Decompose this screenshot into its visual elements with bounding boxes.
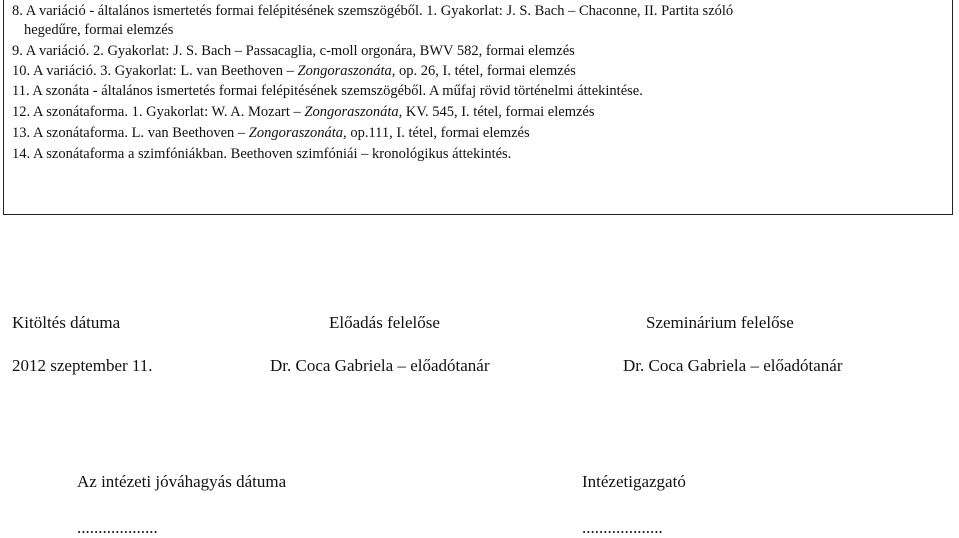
date-label: Kitöltés dátuma [12,313,121,332]
syllabus-line-8: 8. A variáció - általános ismertetés formai felépitésének szemszögéből. 1. Gyakorlat: J. S. Bach – Chaconne, II. Partita szóló [12,3,734,19]
line-12-work: Zongoraszonáta, [304,104,403,120]
syllabus-box [3,0,953,215]
line-10-work: Zongoraszonáta, [297,63,396,79]
director-blank: ................... [582,518,663,537]
syllabus-line-8-cont: hegedűre, formai elemzés [24,22,174,38]
syllabus-line-11: 11. A szonáta - általános ismertetés formai felépitésének szemszögéből. A műfaj rövid történelmi áttekintése. [12,83,643,99]
syllabus-line-9: 9. A variáció. 2. Gyakorlat: J. S. Bach – Passacaglia, c-moll orgonára, BWV 582, formai elemzés [12,43,575,59]
syllabus-line-14: 14. A szonátaforma a szimfóniákban. Beethoven szimfóniái – kronológikus áttekintés. [12,146,512,162]
date-value: 2012 szeptember 11. [12,356,153,375]
line-12-text: 12. A szonátaforma. 1. Gyakorlat: W. A. Mozart – [12,104,301,120]
approval-date-label: Az intézeti jóváhagyás dátuma [77,472,287,491]
line-10-detail: op. 26, I. tétel, formai elemzés [399,63,576,79]
seminar-label: Szeminárium felelőse [646,313,794,332]
seminar-value: Dr. Coca Gabriela – előadótanár [623,356,843,375]
lecturer-label: Előadás felelőse [329,313,440,332]
lecturer-value: Dr. Coca Gabriela – előadótanár [270,356,490,375]
line-10-text: 10. A variáció. 3. Gyakorlat: L. van Beethoven – [12,63,294,79]
line-12-detail: KV. 545, I. tétel, formai elemzés [405,104,595,120]
line-13-work: Zongoraszonáta, [248,125,347,141]
syllabus-line-10 [12,62,576,80]
director-label: Intézetigazgató [582,472,686,491]
syllabus-line-13 [12,124,530,142]
line-13-text: 13. A szonátaforma. L. van Beethoven – [12,125,246,141]
syllabus-line-12 [12,103,594,121]
approval-date-blank: ................... [77,518,158,537]
line-13-detail: op.111, I. tétel, formai elemzés [350,125,530,141]
